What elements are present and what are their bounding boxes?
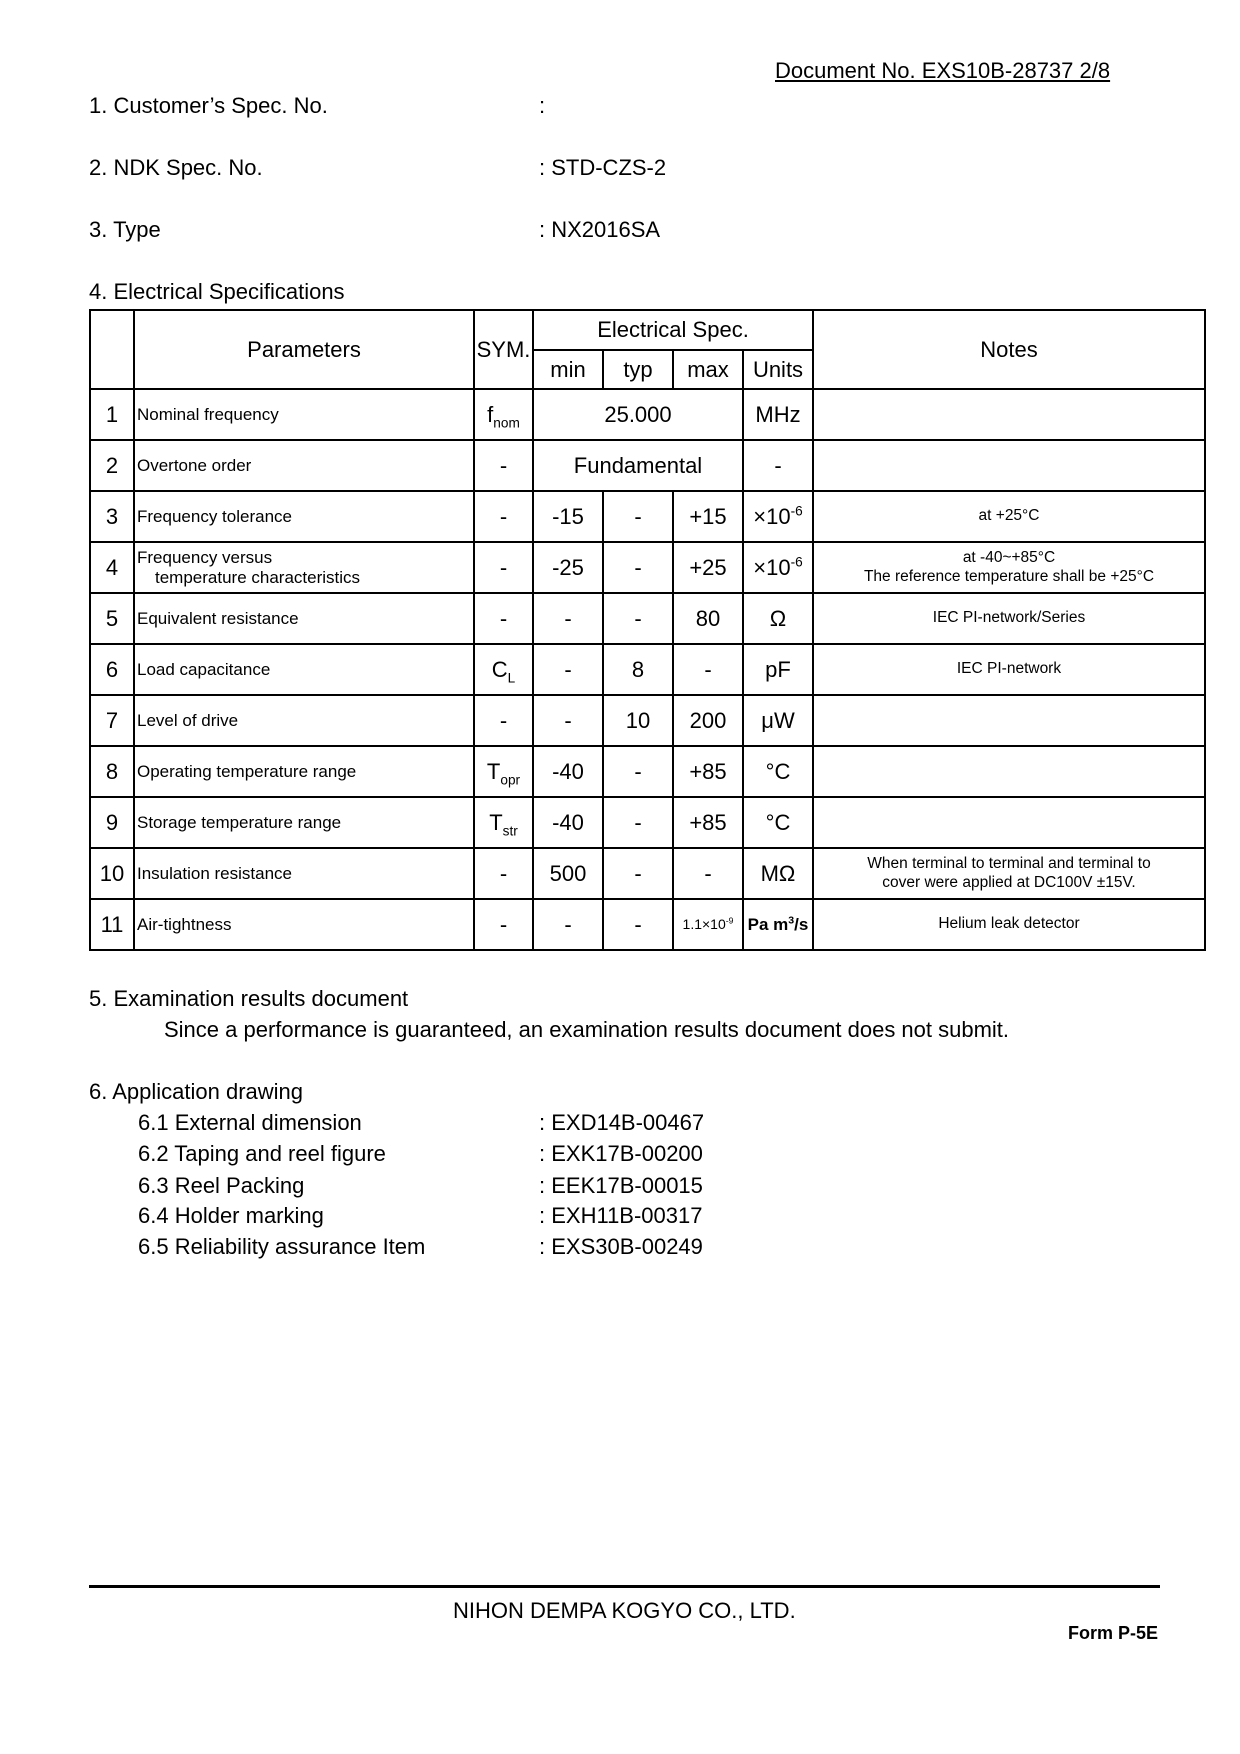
row-number: 2 xyxy=(90,440,134,491)
drawing-item-label: 6.4 Holder marking xyxy=(138,1203,324,1228)
row-symbol: $T_{opr}$ xyxy=(474,746,533,797)
row-notes: Helium leak detector xyxy=(813,899,1205,950)
row-min: -40 xyxy=(533,746,603,797)
row-parameter: Equivalent resistance xyxy=(134,593,474,644)
row-typ: - xyxy=(603,491,673,542)
table-row xyxy=(90,848,1205,899)
header-sym: SYM. xyxy=(474,310,533,389)
row-min: - xyxy=(533,899,603,950)
row-symbol: - xyxy=(474,440,533,491)
header-max: max xyxy=(673,350,743,389)
row-min: -40 xyxy=(533,797,603,848)
table-row xyxy=(90,644,1205,695)
drawing-item-value: : EXH11B-00317 xyxy=(539,1203,703,1228)
row-notes: at +25°C xyxy=(813,491,1205,542)
row-max: +85 xyxy=(673,746,743,797)
row-notes: at -40~+85°C The reference temperature shall be +25°C xyxy=(813,542,1205,593)
ndk-spec-value: : STD-CZS-2 xyxy=(539,155,667,180)
drawing-item-value: : EXS30B-00249 xyxy=(539,1234,703,1259)
row-parameter: Operating temperature range xyxy=(134,746,474,797)
row-parameter: Overtone order xyxy=(134,440,474,491)
row-max: +25 xyxy=(673,542,743,593)
row-max: - xyxy=(673,644,743,695)
row-symbol: $C_L$ xyxy=(474,644,533,695)
row-max: +15 xyxy=(673,491,743,542)
drawing-item-label: 6.1 External dimension xyxy=(138,1110,362,1135)
row-parameter: Insulation resistance xyxy=(134,848,474,899)
company-name: NIHON DEMPA KOGYO CO., LTD. xyxy=(453,1598,796,1623)
row-notes: When terminal to terminal and terminal to cover were applied at DC100V ±15V. xyxy=(813,848,1205,899)
row-parameter: Level of drive xyxy=(134,695,474,746)
table-row xyxy=(90,440,1205,491)
header-units: Units xyxy=(743,350,813,389)
row-number: 4 xyxy=(90,542,134,593)
row-min: - xyxy=(533,695,603,746)
row-notes xyxy=(813,695,1205,746)
row-notes xyxy=(813,797,1205,848)
row-symbol: - xyxy=(474,542,533,593)
ndk-spec-label: 2. NDK Spec. No. xyxy=(89,155,263,180)
drawing-item-label: 6.3 Reel Packing xyxy=(138,1173,305,1198)
row-number: 8 xyxy=(90,746,134,797)
row-symbol: $T_{str}$ xyxy=(474,797,533,848)
row-units: MHz xyxy=(743,389,813,440)
row-number: 5 xyxy=(90,593,134,644)
row-units: Ω xyxy=(743,593,813,644)
row-typ: - xyxy=(603,848,673,899)
form-number: Form P-5E xyxy=(1068,1623,1159,1643)
row-symbol: - xyxy=(474,593,533,644)
row-min: -25 xyxy=(533,542,603,593)
row-number: 3 xyxy=(90,491,134,542)
row-parameter: Load capacitance xyxy=(134,644,474,695)
drawing-item-value: : EXD14B-00467 xyxy=(539,1110,705,1135)
row-number: 7 xyxy=(90,695,134,746)
drawing-item-value: : EEK17B-00015 xyxy=(539,1173,703,1198)
drawing-item-label: 6.2 Taping and reel figure xyxy=(138,1141,386,1166)
row-units: Pa $m^3/s$ xyxy=(743,899,813,950)
header-min: min xyxy=(533,350,603,389)
row-parameter: Air-tightness xyxy=(134,899,474,950)
drawing-item-label: 6.5 Reliability assurance Item xyxy=(138,1234,426,1259)
row-number: 6 xyxy=(90,644,134,695)
row-min: - xyxy=(533,644,603,695)
row-symbol: - xyxy=(474,491,533,542)
row-typ: 10 xyxy=(603,695,673,746)
row-typ: 8 xyxy=(603,644,673,695)
row-typ: - xyxy=(603,899,673,950)
row-parameter: Storage temperature range xyxy=(134,797,474,848)
row-units: $\times 10^{-6}$ xyxy=(743,491,813,542)
section-4-title: 4. Electrical Specifications xyxy=(89,279,345,304)
row-max: +85 xyxy=(673,797,743,848)
table-row xyxy=(90,695,1205,746)
row-min: 500 xyxy=(533,848,603,899)
header-typ: typ xyxy=(603,350,673,389)
header-no xyxy=(90,310,134,389)
drawing-item-value: : EXK17B-00200 xyxy=(539,1141,703,1166)
customer-spec-value: : xyxy=(539,93,546,118)
row-notes xyxy=(813,746,1205,797)
row-max: $1.1\times 10^{-9}$ xyxy=(673,899,743,950)
row-symbol: $f_{nom}$ xyxy=(474,389,533,440)
row-value: Fundamental xyxy=(533,440,743,491)
electrical-spec-table xyxy=(89,309,1206,951)
row-min: -15 xyxy=(533,491,603,542)
row-notes: IEC PI-network/Series xyxy=(813,593,1205,644)
document-number: Document No. EXS10B-28737 2/8 xyxy=(775,58,1111,83)
row-number: 1 xyxy=(90,389,134,440)
row-symbol: - xyxy=(474,899,533,950)
type-label: 3. Type xyxy=(89,217,161,242)
row-typ: - xyxy=(603,746,673,797)
table-row xyxy=(90,593,1205,644)
row-max: 200 xyxy=(673,695,743,746)
header-electrical-spec: Electrical Spec. xyxy=(533,310,813,350)
row-notes xyxy=(813,440,1205,491)
row-units: MΩ xyxy=(743,848,813,899)
table-row xyxy=(90,746,1205,797)
row-number: 9 xyxy=(90,797,134,848)
row-units: - xyxy=(743,440,813,491)
row-number: 11 xyxy=(90,899,134,950)
row-parameter: Nominal frequency xyxy=(134,389,474,440)
row-notes xyxy=(813,389,1205,440)
row-typ: - xyxy=(603,797,673,848)
footer-divider xyxy=(89,1585,1160,1588)
row-typ: - xyxy=(603,542,673,593)
section-5-title: 5. Examination results document xyxy=(89,986,409,1011)
row-units: °C xyxy=(743,797,813,848)
table-row xyxy=(90,542,1205,593)
row-units: pF xyxy=(743,644,813,695)
header-parameters: Parameters xyxy=(134,310,474,389)
row-units: $\times 10^{-6}$ xyxy=(743,542,813,593)
row-max: - xyxy=(673,848,743,899)
section-6-title: 6. Application drawing xyxy=(89,1079,304,1104)
row-notes: IEC PI-network xyxy=(813,644,1205,695)
row-symbol: - xyxy=(474,695,533,746)
header-notes: Notes xyxy=(813,310,1205,389)
table-row xyxy=(90,899,1205,950)
customer-spec-label: 1. Customer’s Spec. No. xyxy=(89,93,328,118)
row-units: °C xyxy=(743,746,813,797)
section-5-body: Since a performance is guaranteed, an examination results document does not submit. xyxy=(164,1017,1010,1042)
row-max: 80 xyxy=(673,593,743,644)
row-parameter: Frequency tolerance xyxy=(134,491,474,542)
row-typ: - xyxy=(603,593,673,644)
row-parameter: Frequency versus temperature characteristics xyxy=(134,542,474,593)
row-units: μW xyxy=(743,695,813,746)
row-symbol: - xyxy=(474,848,533,899)
table-row xyxy=(90,797,1205,848)
row-min: - xyxy=(533,593,603,644)
type-value: : NX2016SA xyxy=(539,217,661,242)
table-row xyxy=(90,389,1205,440)
row-value: 25.000 xyxy=(533,389,743,440)
table-row xyxy=(90,491,1205,542)
row-number: 10 xyxy=(90,848,134,899)
